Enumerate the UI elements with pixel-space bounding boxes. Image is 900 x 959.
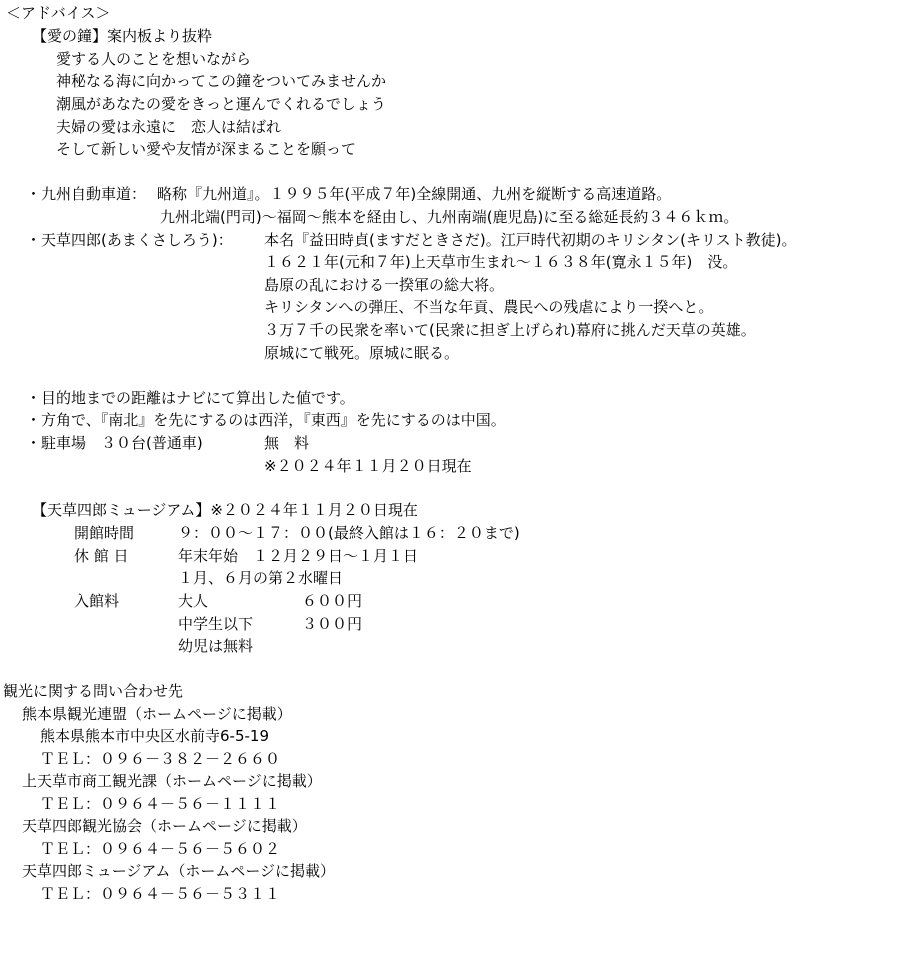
amakusa-shiro-text: ３万７千の民衆を率いて(民衆に担ぎ上げられ)幕府に挑んだ天草の英雄。 xyxy=(264,321,756,339)
bell-heading: 【愛の鐘】案内板より抜粋 xyxy=(32,27,213,45)
contact-tel: ＴＥＬ：０９６－３８２－２６６０ xyxy=(40,750,281,768)
kyushu-expressway-label: ・九州自動車道： xyxy=(26,185,147,203)
museum-fee-note: 幼児は無料 xyxy=(178,637,254,655)
parking-date: ※２０２４年１１月２０日現在 xyxy=(264,457,472,475)
bell-line: 潮風があなたの愛をきっと運んでくれるでしょう xyxy=(56,95,386,113)
kyushu-expressway-text: 九州北端(門司)～福岡～熊本を経由し、九州南端(鹿児島)に至る総延長約３４６ｋｍ。 xyxy=(160,208,739,226)
contact-name: 熊本県観光連盟（ホームページに掲載） xyxy=(22,705,292,723)
kyushu-expressway-text: 略称『九州道』。１９９５年(平成７年)全線開通、九州を縦断する高速道路。 xyxy=(157,185,672,203)
museum-heading: 【天草四郎ミュージアム】※２０２４年１１月２０日現在 xyxy=(32,501,418,519)
amakusa-shiro-text: 島原の乱における一揆軍の総大将。 xyxy=(264,276,505,294)
direction-note: ・方角で、『南北』を先にするのは西洋，『東西』を先にするのは中国。 xyxy=(26,411,506,429)
contact-name: 天草四郎ミュージアム（ホームページに掲載） xyxy=(22,862,336,880)
amakusa-shiro-text: キリシタンへの弾圧、不当な年貢、農民への残虐により一揆へと。 xyxy=(264,298,714,316)
museum-closed-value: 年末年始 １２月２９日～１月１日 xyxy=(178,547,419,565)
parking-fee: 無 料 xyxy=(264,434,310,452)
bell-line: 夫婦の愛は永遠に 恋人は結ばれ xyxy=(56,118,282,136)
bell-line: そして新しい愛や友情が深まることを願って xyxy=(56,140,357,158)
museum-fee-label: 入館料 xyxy=(74,592,120,610)
museum-fee-price: ３００円 xyxy=(302,615,363,633)
contact-tel: ＴＥＬ：０９６４－５６－５３１１ xyxy=(40,885,281,903)
amakusa-shiro-label: ・天草四郎(あまくさしろう)： xyxy=(26,231,233,249)
distance-note: ・目的地までの距離はナビにて算出した値です。 xyxy=(26,389,355,407)
museum-fee-who: 大人 xyxy=(178,592,209,610)
museum-fee-who: 中学生以下 xyxy=(178,615,254,633)
amakusa-shiro-text: 原城にて戦死。原城に眠る。 xyxy=(264,344,460,362)
contact-name: 天草四郎観光協会（ホームページに掲載） xyxy=(22,817,307,835)
museum-hours-label: 開館時間 xyxy=(74,524,135,542)
bell-line: 愛する人のことを想いながら xyxy=(56,50,252,68)
amakusa-shiro-text: 本名『益田時貞(ますだときさだ)。江戸時代初期のキリシタン(キリスト教徒)。 xyxy=(264,231,797,249)
museum-closed-label: 休 館 日 xyxy=(74,547,129,565)
contact-tel: ＴＥＬ：０９６４－５６－５６０２ xyxy=(40,840,281,858)
contact-tel: ＴＥＬ：０９６４－５６－１１１１ xyxy=(40,795,281,813)
contacts-heading: 観光に関する問い合わせ先 xyxy=(3,682,184,700)
bell-line: 神秘なる海に向かってこの鐘をついてみませんか xyxy=(56,72,387,90)
museum-fee-price: ６００円 xyxy=(302,592,363,610)
museum-hours-value: ９：００～１７：００(最終入館は１６：２０まで) xyxy=(178,524,520,542)
advice-heading: ＜アドバイス＞ xyxy=(6,4,111,22)
contact-name: 上天草市商工観光課（ホームページに掲載） xyxy=(22,772,322,790)
museum-closed-value: １月、６月の第２水曜日 xyxy=(178,569,344,587)
parking-label: ・駐車場 ３０台(普通車) xyxy=(26,434,203,452)
amakusa-shiro-text: １６２１年(元和７年)上天草市生まれ～１６３８年(寛永１５年) 没。 xyxy=(264,253,738,271)
contact-address: 熊本県熊本市中央区水前寺6-5-19 xyxy=(40,727,270,745)
